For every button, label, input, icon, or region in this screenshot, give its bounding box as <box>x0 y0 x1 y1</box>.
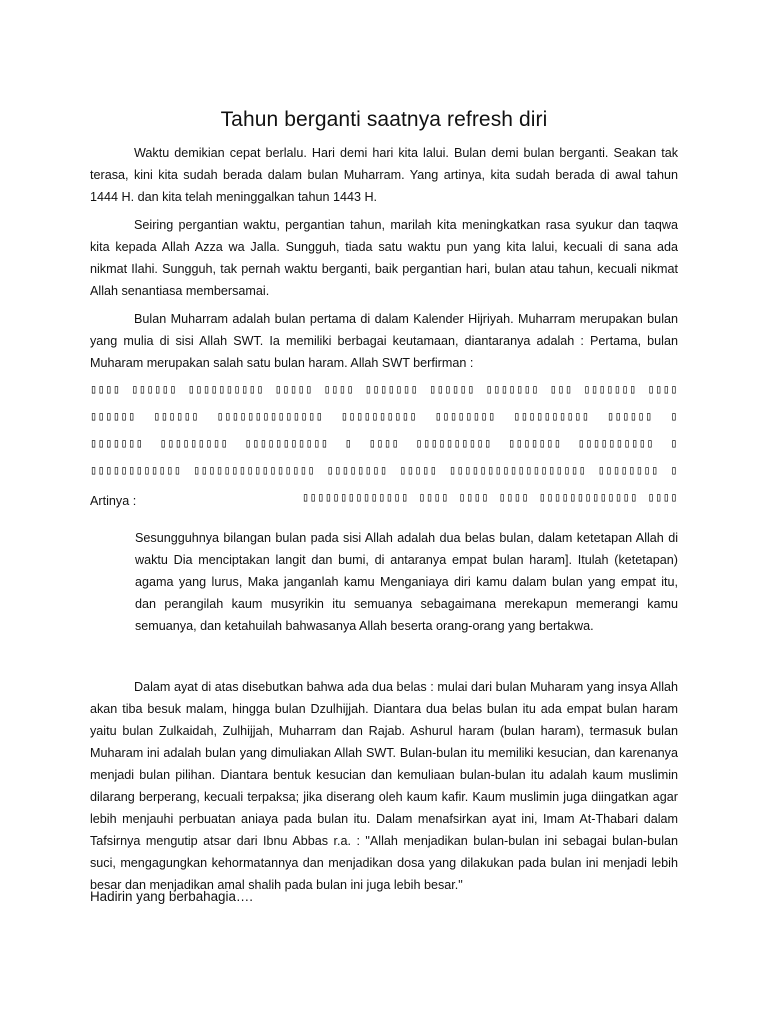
page-title: Tahun berganti saatnya refresh diri <box>220 108 548 132</box>
arabic-verse: ▯▯▯▯ ▯▯▯▯▯▯ ▯▯▯▯▯▯▯▯▯▯ ▯▯▯▯▯ ▯▯▯▯ ▯▯▯▯▯▯▯ ▯▯▯▯▯▯ ▯▯▯▯▯▯▯ ▯▯▯ ▯▯▯▯▯▯▯ ▯▯▯▯ ▯▯▯▯▯▯ ▯▯▯▯▯▯ ▯▯▯▯▯▯▯▯▯▯▯▯▯▯ ▯▯▯▯▯▯▯▯▯▯ ▯▯▯▯▯▯▯▯ ▯▯▯▯▯▯▯▯▯▯ ▯▯▯▯▯▯ ▯ ▯▯▯▯▯▯▯ ▯▯▯▯▯▯▯▯▯ ▯▯▯▯▯▯▯▯▯▯▯ ▯ ▯▯▯▯ ▯▯▯▯▯▯▯▯▯▯ ▯▯▯▯▯▯▯ ▯▯▯▯▯▯▯▯▯▯ ▯ ▯▯▯▯▯▯▯▯▯▯▯▯ ▯▯▯▯▯▯▯▯▯▯▯▯▯▯▯▯ ▯▯▯▯▯▯▯▯ ▯▯▯▯▯ ▯▯▯▯▯▯▯▯▯▯▯▯▯▯▯▯▯▯ ▯▯▯▯▯▯▯▯ ▯ ▯▯▯▯▯▯▯▯▯▯▯▯▯▯ ▯▯▯▯ ▯▯▯▯ ▯▯▯▯ ▯▯▯▯▯▯▯▯▯▯▯▯▯ ▯▯▯▯ <box>90 382 678 504</box>
paragraph-gratitude: Seiring pergantian waktu, pergantian tahun, marilah kita meningkatkan rasa syukur dan taqwa kita kepada Allah Azza wa Jalla. Sungguh, tiada satu waktu pun yang kita lalui, kecuali di sana ada nikmat Ilahi. Sungguh, tak pernah waktu berganti, baik pergantian hari, bulan atau tahun, kecuali nikmat Allah senantiasa membersamai. <box>90 218 678 298</box>
paragraph-intro: Waktu demikian cepat berlalu. Hari demi hari kita lalui. Bulan demi bulan berganti. Seakan tak terasa, kini kita sudah berada dalam bulan Muharram. Yang artinya, kita sudah berada di awal tahun 1444 H. dan kita telah meninggalkan tahun 1443 H. <box>90 146 678 204</box>
translation-label: Artinya : <box>90 494 137 508</box>
closing-greeting: Hadirin yang berbahagia…. <box>90 889 254 904</box>
paragraph-muharram: Bulan Muharram adalah bulan pertama di dalam Kalender Hijriyah. Muharram merupakan bulan yang mulia di sisi Allah SWT. Ia memiliki berbagai keutamaan, diantaranya adalah : Pertama, bulan Muharam merupakan salah satu bulan haram. Allah SWT berfirman : <box>90 312 678 370</box>
verse-translation: Sesungguhnya bilangan bulan pada sisi Allah adalah dua belas bulan, dalam ketetapan Allah di waktu Dia menciptakan langit dan bumi, di antaranya empat bulan haram]. Itulah (ketetapan) agama yang lurus, Maka janganlah kamu Menganiaya diri kamu dalam bulan yang empat itu, dan perangilah kaum musyrikin itu semuanya sebagaimana merekapun memerangi kamu semuanya, dan ketahuilah bahwasanya Allah beserta orang-orang yang bertakwa. <box>135 531 678 633</box>
paragraph-explanation: Dalam ayat di atas disebutkan bahwa ada dua belas : mulai dari bulan Muharam yang insya Allah akan tiba besuk malam, hingga bulan Dzulhijjah. Diantara dua belas bulan itu ada empat bulan haram yaitu bulan Zulkaidah, Zulhijjah, Muharram dan Rajab. Ashurul haram (bulan haram), termasuk bulan Muharam ini adalah bulan yang dimuliakan Allah SWT. Bulan-bulan itu memiliki kesucian, dan karenanya menjadi bulan pilihan. Diantara bentuk kesucian dan kemuliaan bulan-bulan itu adalah kaum muslimin dilarang berperang, kecuali terpaksa; jika diserang oleh kaum kafir. Kaum muslimin juga diingatkan agar lebih menjauhi perbuatan aniaya pada bulan itu. Dalam menafsirkan ayat ini, Imam At-Thabari dalam Tafsirnya mengutip atsar dari Ibnu Abbas r.a. : "Allah menjadikan bulan-bulan ini sebagai bulan-bulan suci, mengagungkan kehormatannya dan menjadikan dosa yang dilakukan pada bulan ini menjadi lebih besar dan menjadikan amal shalih pada bulan ini juga lebih besar." <box>90 680 678 892</box>
